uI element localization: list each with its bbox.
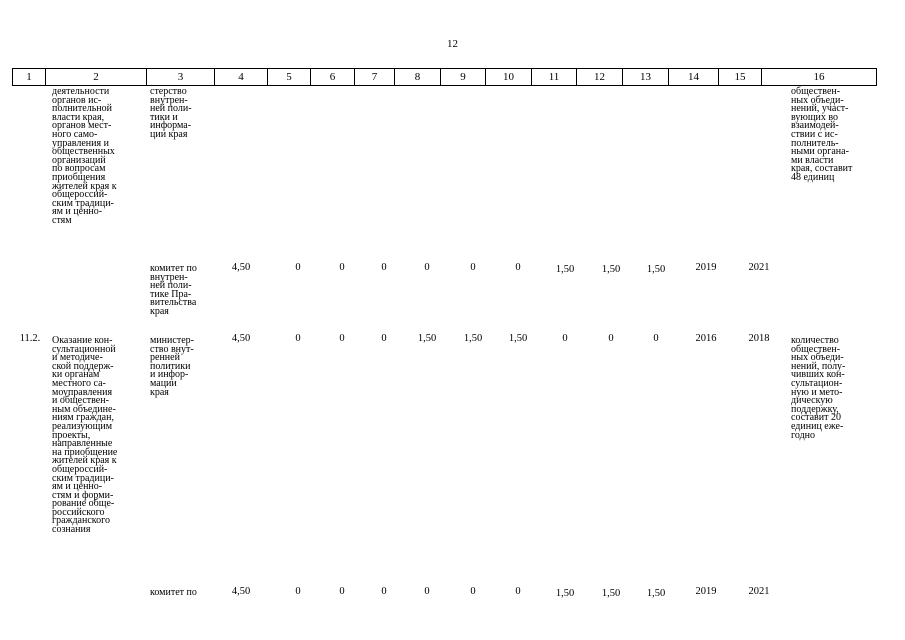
value-col-15: 2021 (748, 262, 770, 273)
header-col-16: 16 (761, 69, 877, 85)
value-col-10: 0 (515, 586, 521, 597)
header-col-12: 12 (576, 69, 622, 85)
value-col-6: 0 (339, 586, 345, 597)
row-executor: комитет по (150, 587, 197, 598)
value-col-12: 1,50 (601, 264, 621, 275)
value-col-5: 0 (295, 586, 301, 597)
value-col-14: 2019 (695, 262, 717, 273)
value-col-11: 0 (562, 333, 568, 344)
value-col-14: 2016 (695, 333, 717, 344)
value-col-4: 4,50 (231, 262, 251, 273)
value-col-13: 1,50 (646, 264, 666, 275)
page-number: 12 (447, 38, 458, 50)
header-col-14: 14 (668, 69, 718, 85)
value-col-10: 0 (515, 262, 521, 273)
value-col-9: 0 (470, 586, 476, 597)
value-col-5: 0 (295, 262, 301, 273)
value-col-4: 4,50 (231, 586, 251, 597)
value-col-7: 0 (381, 586, 387, 597)
header-col-3: 3 (146, 69, 214, 85)
row-result: обществен- ных объеди- нений, участ- вующих во взаимодей- ствии с ис- полнитель- ными органа- ми власти края, составит 48 единиц (791, 86, 853, 183)
header-col-10: 10 (485, 69, 531, 85)
row-executor: стерство внутрен- ней поли- тики и информа- ции края (150, 86, 192, 140)
value-col-7: 0 (381, 333, 387, 344)
value-col-15: 2021 (748, 586, 770, 597)
value-col-8: 0 (424, 586, 430, 597)
value-col-13: 1,50 (646, 588, 666, 599)
value-col-6: 0 (339, 262, 345, 273)
row-description: Оказание кон- сультационной и методиче- ской поддерж- ки органам местного са- моуправления и обществен- ным объедине- ниям граждан, реализующим проекты, направленные на приобщение жителей края к общероссий- ским традици- ям и ценно- стям и форми- рование обще- российского гражданского сознания (52, 335, 118, 536)
row-result: количество обществен- ных объеди- нений, полу- чивших кон- сультацион- ную и мето- дическую поддержку, составит 20 единиц еже- годно (791, 335, 846, 441)
header-col-2: 2 (45, 69, 146, 85)
value-col-7: 0 (381, 262, 387, 273)
value-col-15: 2018 (748, 333, 770, 344)
row-description: деятельности органов ис- полнительной власти края, органов мест- ного само- управления и общественных организаций по вопросам приобщения жителей края к общероссий- ским традици- ям и ценно- стям (52, 86, 117, 226)
value-col-8: 1,50 (417, 333, 437, 344)
row-executor: министер- ство внут- ренней политики и инфор- мации края (150, 335, 194, 398)
header-col-9: 9 (440, 69, 485, 85)
header-col-13: 13 (622, 69, 668, 85)
value-col-6: 0 (339, 333, 345, 344)
header-col-15: 15 (718, 69, 761, 85)
value-col-14: 2019 (695, 586, 717, 597)
value-col-9: 1,50 (463, 333, 483, 344)
value-col-4: 4,50 (231, 333, 251, 344)
row-index: 11.2. (19, 333, 41, 344)
value-col-12: 0 (608, 333, 614, 344)
value-col-8: 0 (424, 262, 430, 273)
header-col-4: 4 (214, 69, 267, 85)
header-col-11: 11 (531, 69, 576, 85)
table-header-row (12, 68, 877, 86)
header-col-7: 7 (354, 69, 394, 85)
header-col-1: 1 (12, 69, 45, 85)
value-col-10: 1,50 (508, 333, 528, 344)
header-col-6: 6 (310, 69, 354, 85)
value-col-9: 0 (470, 262, 476, 273)
value-col-11: 1,50 (555, 264, 575, 275)
value-col-12: 1,50 (601, 588, 621, 599)
header-col-8: 8 (394, 69, 440, 85)
value-col-13: 0 (653, 333, 659, 344)
header-col-5: 5 (267, 69, 310, 85)
value-col-11: 1,50 (555, 588, 575, 599)
row-executor: комитет по внутрен- ней поли- тике Пра- вительства края (150, 263, 197, 317)
value-col-5: 0 (295, 333, 301, 344)
